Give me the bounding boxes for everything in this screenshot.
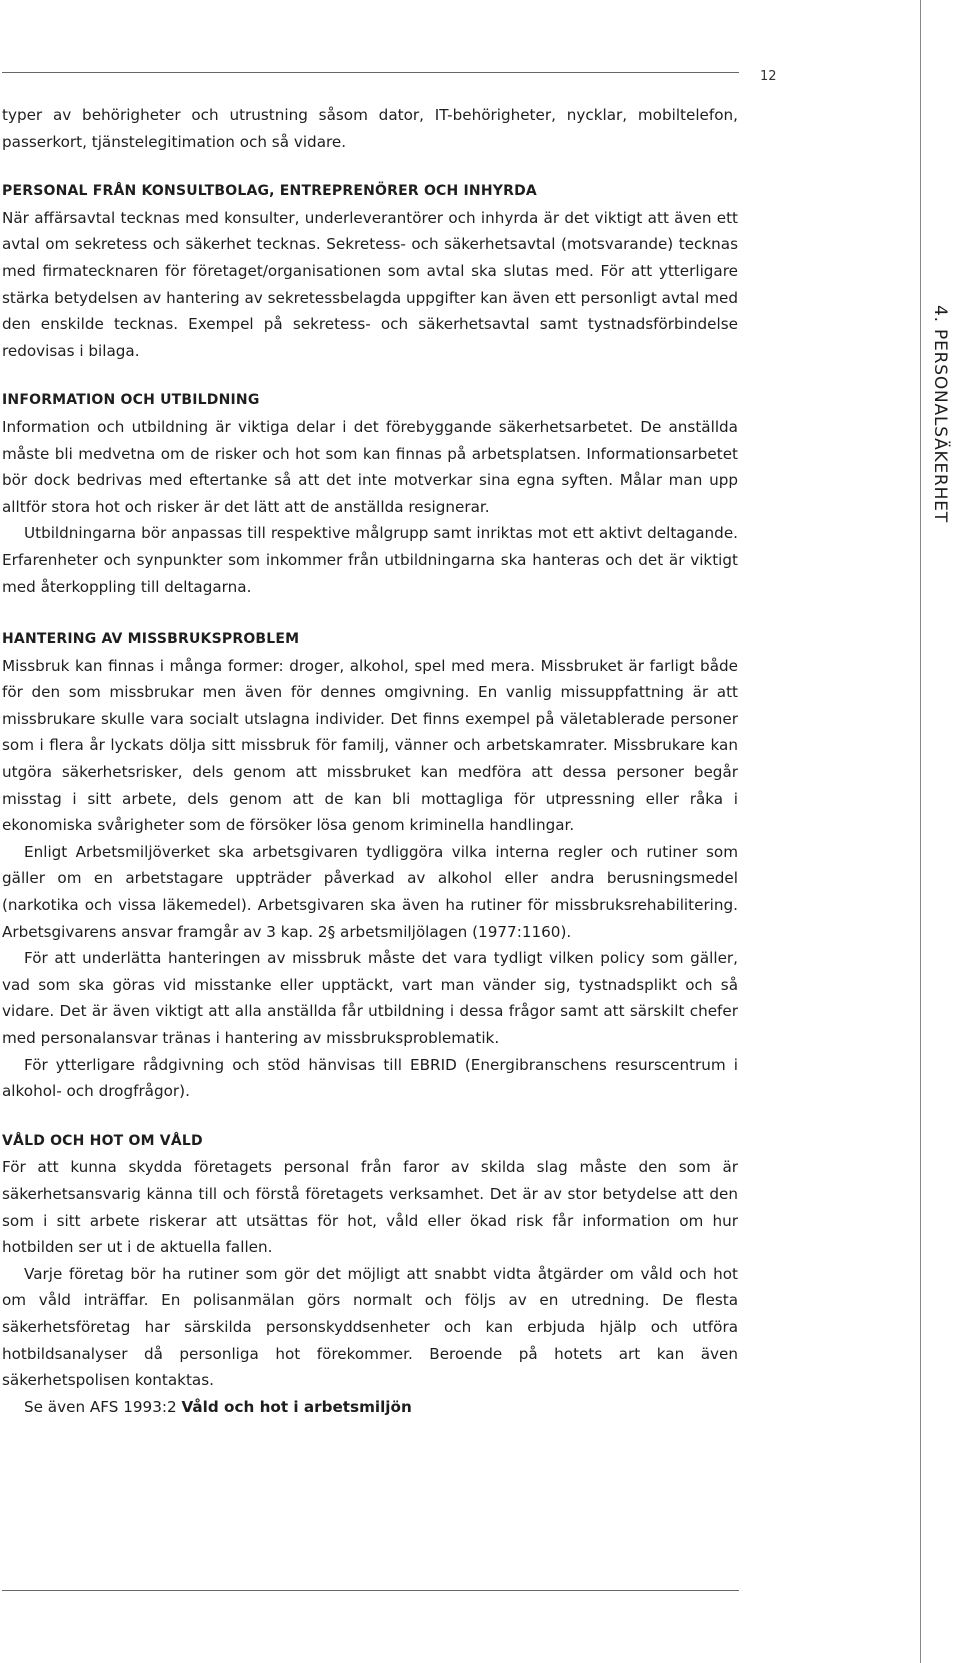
page-number: 12 <box>760 69 777 84</box>
paragraph: Missbruk kan finnas i många former: droger, alkohol, spel med mera. Missbruket är farligt både för den som missbrukar men även för dennes omgivning. En vanlig missuppfattning är att missbrukare skulle vara socialt utslagna individer. Det finns exempel på väletablerade personer som i flera år lyckats dölja sitt missbruk för familj, vänner och arbetskamrater. Missbrukare kan utgöra säkerhetsrisker, dels genom att missbruket kan medföra att dessa personer begår misstag i sitt arbete, dels genom att de kan bli mottagliga för utpressning eller råka i ekonomiska svårigheter som de försöker lösa genom kriminella handlingar. <box>2 656 738 835</box>
section-heading-substance-abuse: HANTERING AV MISSBRUKSPROBLEM <box>2 631 300 648</box>
header-rule <box>2 72 739 73</box>
section-heading-information: INFORMATION OCH UTBILDNING <box>2 392 260 409</box>
paragraph: När affärsavtal tecknas med konsulter, underleverantörer och inhyrda är det viktigt att även ett avtal om sekretess och säkerhet tecknas. Sekretess- och säkerhetsavtal (motsvarande) tecknas med firmatecknaren för företaget/organisationen som avtal ska slutas med. För att ytterligare stärka betydelsen av hantering av sekretessbelagda uppgifter kan även ett personligt avtal med den enskilde tecknas. Exempel på sekretess- och säkerhetsavtal samt tystnadsförbindelse redovisas i bilaga. <box>2 208 738 360</box>
paragraph: Information och utbildning är viktiga delar i det förebyggande säkerhetsarbetet. De anställda måste bli medvetna om de risker och hot som kan finnas på arbetsplatsen. Informationsarbetet bör dock bedrivas med eftertanke så att det inte motverkar sina egna syften. Målar man upp alltför stora hot och risker är det lätt att de anställda resignerar. <box>2 417 738 516</box>
paragraph: För att underlätta hanteringen av missbruk måste det vara tydligt vilken policy som gäller, vad som ska göras vid misstanke eller upptäckt, vart man vänder sig, tystnadsplikt och så vidare. Det är även viktigt att alla anställda får utbildning i dessa frågor samt att särskilt chefer med personalansvar tränas i hantering av missbruksproblematik. <box>2 949 738 1047</box>
reference-prefix: Se även AFS 1993:2 <box>24 1397 182 1416</box>
reference-title: Våld och hot i arbetsmiljön <box>181 1397 412 1416</box>
section-heading-violence: VÅLD OCH HOT OM VÅLD <box>2 1132 203 1149</box>
paragraph: Enligt Arbetsmiljöverket ska arbetsgivaren tydliggöra vilka interna regler och rutiner som gäller om en arbetstagare uppträder påverkad av alkohol eller andra berusningsmedel (narkotika och vissa läkemedel). Arbetsgivaren ska även ha rutiner för missbruksrehabilitering. Arbetsgivarens ansvar framgår av 3 kap. 2§ arbetsmiljölagen (1977:1160). <box>2 842 738 941</box>
footer-rule <box>2 1590 739 1591</box>
paragraph: För ytterligare rådgivning och stöd hänvisas till EBRID (Energibranschens resurscentrum i alkohol- och drogfrågor). <box>2 1055 738 1101</box>
paragraph: För att kunna skydda företagets personal från faror av skilda slag måste den som är säkerhetsansvarig känna till och förstå företagets verksamhet. Det är av stor betydelse att den som i sitt arbete riskerar att utsättas för hot, våld eller ökad risk får information om hur hotbilden ser ut i de aktuella fallen. <box>2 1158 738 1257</box>
page-body <box>2 102 738 1420</box>
paragraph: Utbildningarna bör anpassas till respektive målgrupp samt inriktas mot ett aktivt deltagande. Erfarenheter och synpunkter som inkommer från utbildningarna ska hanteras och det är viktigt med återkoppling till deltagarna. <box>2 524 738 596</box>
intro-paragraph: typer av behörigheter och utrustning såsom dator, IT-behörigheter, nycklar, mobiltelefon, passerkort, tjänstelegitimation och så vidare. <box>2 106 738 151</box>
margin-line <box>920 0 921 1663</box>
chapter-side-title: 4. PERSONALSÄKERHET <box>930 305 950 523</box>
paragraph: Varje företag bör ha rutiner som gör det möjligt att snabbt vidta åtgärder om våld och hot om våld inträffar. En polisanmälan görs normalt och följs av en utredning. De flesta säkerhetsföretag har särskilda personskyddsenheter och kan erbjuda hjälp och utföra hotbildsanalyser då personliga hot förekommer. Beroende på hotets art kan även säkerhetspolisen kontaktas. <box>2 1264 738 1390</box>
reference-paragraph <box>2 1394 738 1421</box>
section-heading-consultants: PERSONAL FRÅN KONSULTBOLAG, ENTREPRENÖRER OCH INHYRDA <box>2 183 537 200</box>
